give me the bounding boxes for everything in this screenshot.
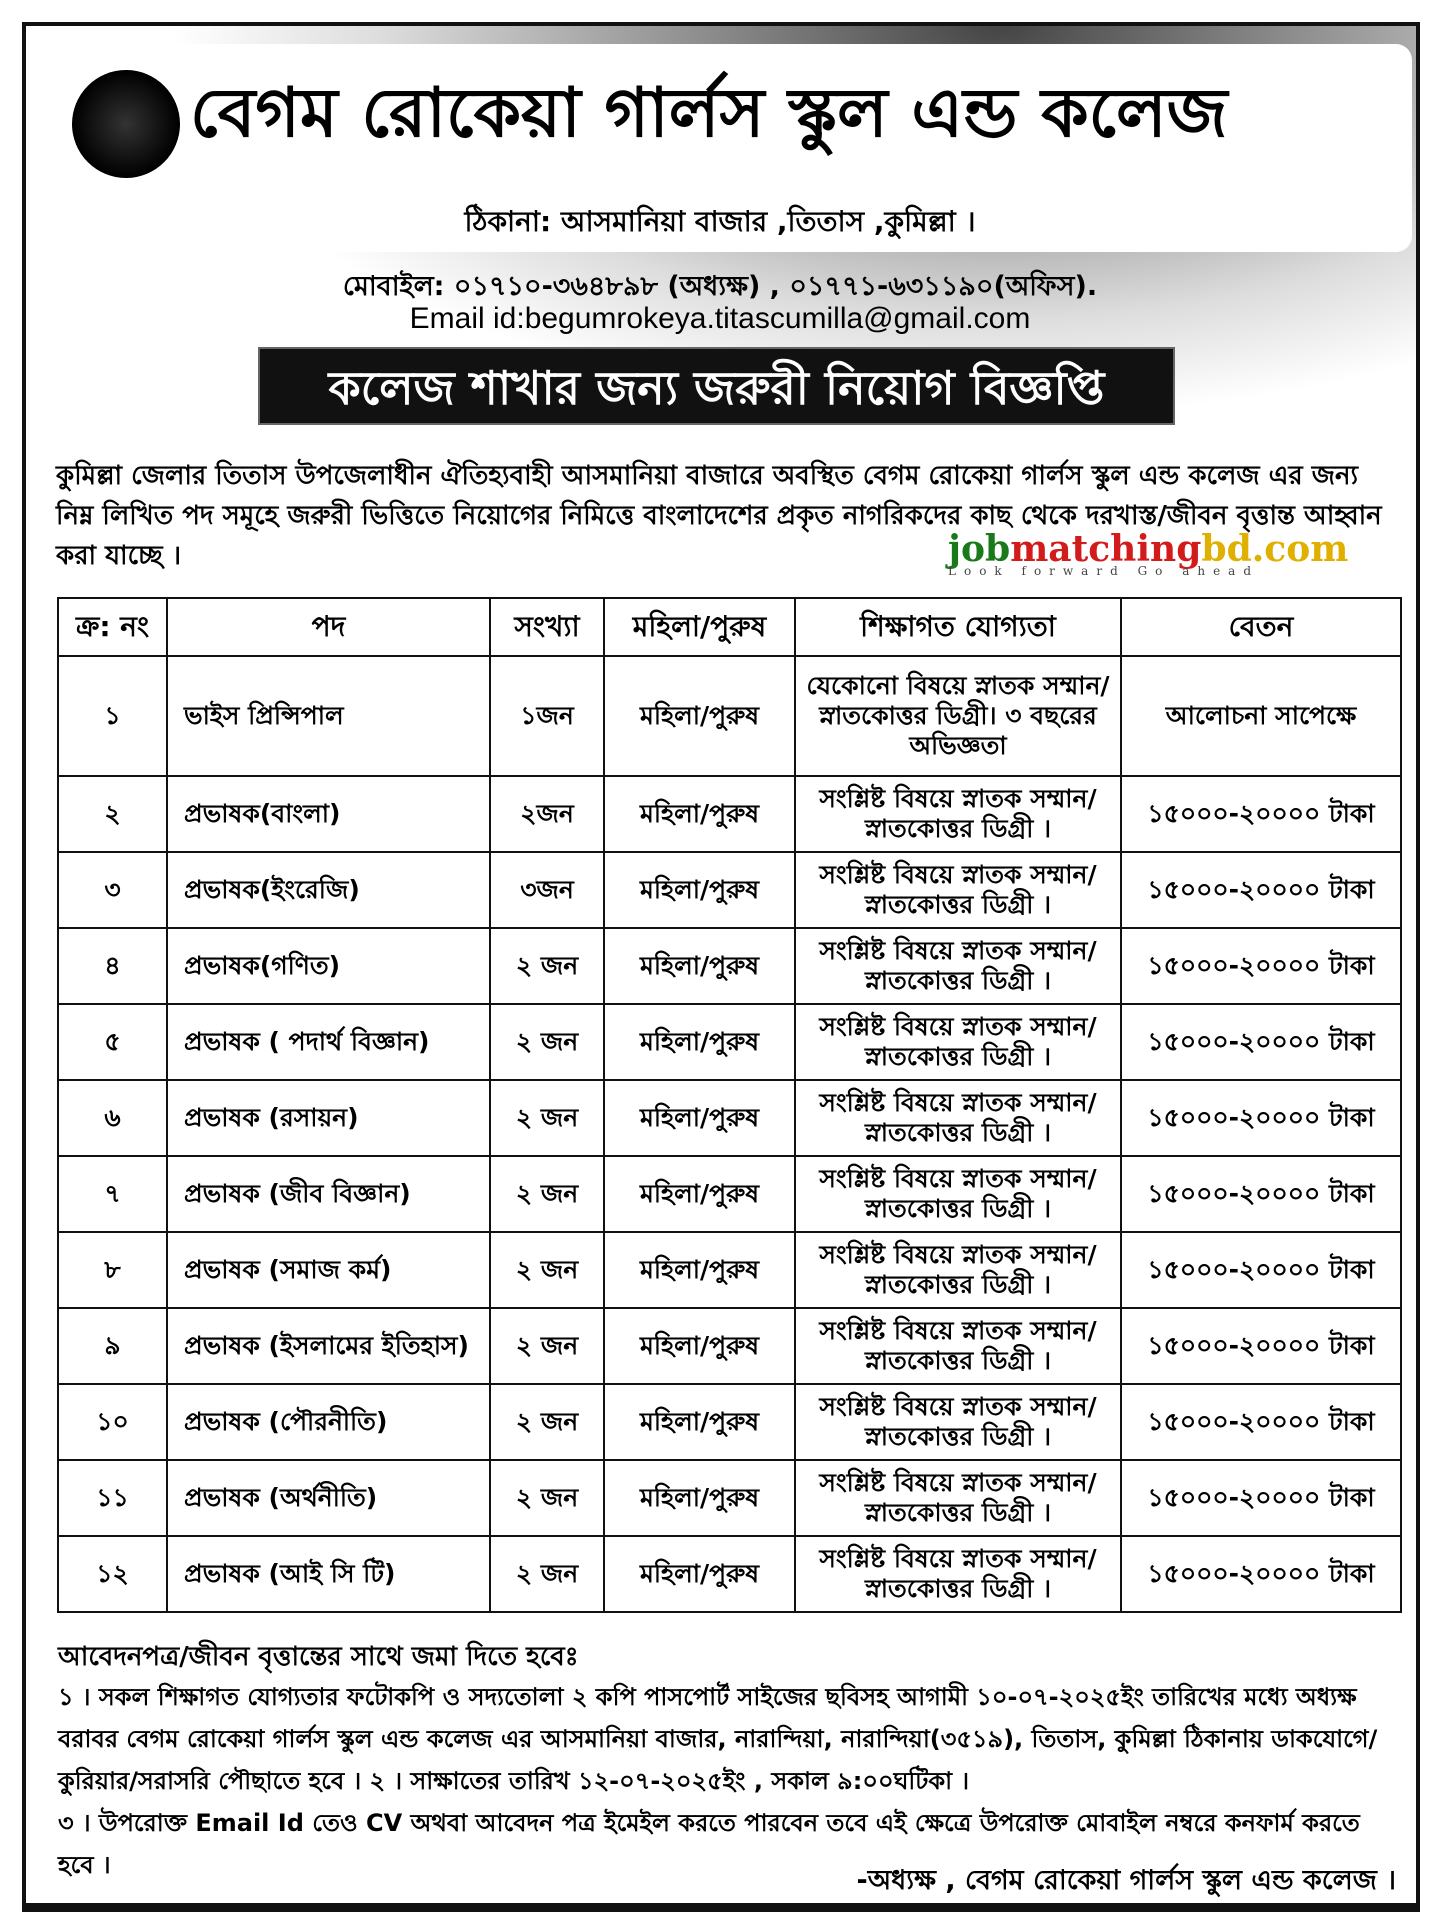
email-address: Email id:begumrokeya.titascumilla@gmail.com bbox=[409, 302, 1031, 335]
cell-post: প্রভাষক (ইসলামের ইতিহাস) bbox=[167, 1308, 490, 1384]
table-row bbox=[58, 1308, 1401, 1384]
instruction-3: ৩ । উপরোক্ত Email Id তেও CV অথবা আবেদন পত্র ইমেইল করতে পারবেন তবে এই ক্ষেত্রে উপরোক্ত মোবাইল নম্বরে কনফার্ম করতে হবে । bbox=[58, 1809, 1360, 1879]
cell-qual: সংশ্লিষ্ট বিষয়ে স্নাতক সম্মান/ স্নাতকোত্তর ডিগ্রী । bbox=[795, 1004, 1121, 1080]
cell-qual: সংশ্লিষ্ট বিষয়ে স্নাতক সম্মান/ স্নাতকোত্তর ডিগ্রী । bbox=[795, 1080, 1121, 1156]
cell-post: প্রভাষক (পৌরনীতি) bbox=[167, 1384, 490, 1460]
cell-qual: সংশ্লিষ্ট বিষয়ে স্নাতক সম্মান/ স্নাতকোত্তর ডিগ্রী । bbox=[795, 852, 1121, 928]
cell-post: প্রভাষক (সমাজ কর্ম) bbox=[167, 1232, 490, 1308]
cell-no: ২ bbox=[58, 776, 167, 852]
cell-count: ২ জন bbox=[490, 1004, 604, 1080]
cell-salary: ১৫০০০-২০০০০ টাকা bbox=[1121, 1308, 1401, 1384]
cell-gender: মহিলা/পুরুষ bbox=[604, 1004, 795, 1080]
cell-qual: সংশ্লিষ্ট বিষয়ে স্নাতক সম্মান/ স্নাতকোত্তর ডিগ্রী । bbox=[795, 1232, 1121, 1308]
table-row bbox=[58, 1080, 1401, 1156]
cell-no: ৩ bbox=[58, 852, 167, 928]
cell-count: ৩জন bbox=[490, 852, 604, 928]
cell-salary: ১৫০০০-২০০০০ টাকা bbox=[1121, 1232, 1401, 1308]
cell-count: ২ জন bbox=[490, 1460, 604, 1536]
cell-gender: মহিলা/পুরুষ bbox=[604, 928, 795, 1004]
column-header: মহিলা/পুরুষ bbox=[604, 598, 795, 656]
cell-count: ২জন bbox=[490, 776, 604, 852]
cell-no: ৮ bbox=[58, 1232, 167, 1308]
school-logo-icon bbox=[72, 70, 180, 178]
cell-no: ১১ bbox=[58, 1460, 167, 1536]
column-header: পদ bbox=[167, 598, 490, 656]
table-row bbox=[58, 776, 1401, 852]
mobile-numbers: মোবাইল: ০১৭১০-৩৬৪৮৯৮ (অধ্যক্ষ) , ০১৭৭১-৬৩১১৯০(অফিস). bbox=[342, 271, 1098, 302]
cell-salary: ১৫০০০-২০০০০ টাকা bbox=[1121, 1080, 1401, 1156]
cell-qual: সংশ্লিষ্ট বিষয়ে স্নাতক সম্মান/ স্নাতকোত্তর ডিগ্রী । bbox=[795, 1536, 1121, 1612]
vacancy-table bbox=[57, 597, 1402, 1613]
cell-salary: আলোচনা সাপেক্ষে bbox=[1121, 656, 1401, 776]
cell-gender: মহিলা/পুরুষ bbox=[604, 1080, 795, 1156]
notice-banner: কলেজ শাখার জন্য জরুরী নিয়োগ বিজ্ঞপ্তি bbox=[258, 347, 1175, 425]
cell-no: ৪ bbox=[58, 928, 167, 1004]
cell-no: ১০ bbox=[58, 1384, 167, 1460]
cell-post: প্রভাষক ( পদার্থ বিজ্ঞান) bbox=[167, 1004, 490, 1080]
table-row bbox=[58, 1460, 1401, 1536]
cell-gender: মহিলা/পুরুষ bbox=[604, 1156, 795, 1232]
cell-qual: সংশ্লিষ্ট বিষয়ে স্নাতক সম্মান/ স্নাতকোত্তর ডিগ্রী । bbox=[795, 1308, 1121, 1384]
cell-count: ১জন bbox=[490, 656, 604, 776]
cell-post: ভাইস প্রিন্সিপাল bbox=[167, 656, 490, 776]
cell-gender: মহিলা/পুরুষ bbox=[604, 1384, 795, 1460]
table-row bbox=[58, 1536, 1401, 1612]
watermark-logo bbox=[948, 528, 1348, 578]
watermark-part: job bbox=[948, 528, 1011, 570]
intro-paragraph: কুমিল্লা জেলার তিতাস উপজেলাধীন ঐতিহ্যবাহী আসমানিয়া বাজারে অবস্থিত বেগম রোকেয়া গার্লস স্কুল এন্ড কলেজ এর জন্য নিম্ন লিখিত পদ সমূহে জরুরী ভিত্তিতে নিয়োগের নিমিত্তে বাংলাদেশের প্রকৃত নাগরিকদের কাছ থেকে দরখাস্ত/জীবন বৃত্তান্ত আহ্বান করা যাচ্ছে । bbox=[56, 461, 1382, 571]
cell-count: ২ জন bbox=[490, 1080, 604, 1156]
cell-salary: ১৫০০০-২০০০০ টাকা bbox=[1121, 1004, 1401, 1080]
cell-gender: মহিলা/পুরুষ bbox=[604, 1308, 795, 1384]
cell-post: প্রভাষক(ইংরেজি) bbox=[167, 852, 490, 928]
table-row bbox=[58, 656, 1401, 776]
cell-qual: সংশ্লিষ্ট বিষয়ে স্নাতক সম্মান/ স্নাতকোত্তর ডিগ্রী । bbox=[795, 1384, 1121, 1460]
column-header: ক্র: নং bbox=[58, 598, 167, 656]
cell-count: ২ জন bbox=[490, 1536, 604, 1612]
table-row bbox=[58, 1384, 1401, 1460]
signature: -অধ্যক্ষ , বেগম রোকেয়া গার্লস স্কুল এন্ড কলেজ । bbox=[856, 1865, 1396, 1896]
cell-no: ৫ bbox=[58, 1004, 167, 1080]
cell-salary: ১৫০০০-২০০০০ টাকা bbox=[1121, 1156, 1401, 1232]
cell-gender: মহিলা/পুরুষ bbox=[604, 852, 795, 928]
cell-salary: ১৫০০০-২০০০০ টাকা bbox=[1121, 1536, 1401, 1612]
table-row bbox=[58, 928, 1401, 1004]
cell-qual: সংশ্লিষ্ট বিষয়ে স্নাতক সম্মান/ স্নাতকোত্তর ডিগ্রী । bbox=[795, 928, 1121, 1004]
watermark-part: bd.com bbox=[1201, 528, 1349, 570]
cell-count: ২ জন bbox=[490, 1156, 604, 1232]
column-header: শিক্ষাগত যোগ্যতা bbox=[795, 598, 1121, 656]
watermark-tagline: Look forward Go ahead bbox=[948, 564, 1260, 578]
cell-no: ৯ bbox=[58, 1308, 167, 1384]
cell-post: প্রভাষক (আই সি টি) bbox=[167, 1536, 490, 1612]
cell-qual: যেকোনো বিষয়ে স্নাতক সম্মান/ স্নাতকোত্তর ডিগ্রী। ৩ বছরের অভিজ্ঞতা bbox=[795, 656, 1121, 776]
cell-gender: মহিলা/পুরুষ bbox=[604, 656, 795, 776]
column-header: বেতন bbox=[1121, 598, 1401, 656]
cell-salary: ১৫০০০-২০০০০ টাকা bbox=[1121, 1460, 1401, 1536]
table-row bbox=[58, 1232, 1401, 1308]
address: ঠিকানা: আসমানিয়া বাজার ,তিতাস ,কুমিল্লা । bbox=[464, 205, 976, 238]
cell-salary: ১৫০০০-২০০০০ টাকা bbox=[1121, 776, 1401, 852]
watermark-part: matching bbox=[1010, 528, 1202, 570]
table-row bbox=[58, 1004, 1401, 1080]
cell-gender: মহিলা/পুরুষ bbox=[604, 776, 795, 852]
cell-qual: সংশ্লিষ্ট বিষয়ে স্নাতক সম্মান/ স্নাতকোত্তর ডিগ্রী । bbox=[795, 776, 1121, 852]
footer-instructions bbox=[58, 1676, 1398, 1886]
cell-gender: মহিলা/পুরুষ bbox=[604, 1460, 795, 1536]
cell-post: প্রভাষক(বাংলা) bbox=[167, 776, 490, 852]
cell-qual: সংশ্লিষ্ট বিষয়ে স্নাতক সম্মান/ স্নাতকোত্তর ডিগ্রী । bbox=[795, 1460, 1121, 1536]
footer-title: আবেদনপত্র/জীবন বৃত্তান্তের সাথে জমা দিতে হবেঃ bbox=[58, 1642, 579, 1672]
cell-gender: মহিলা/পুরুষ bbox=[604, 1232, 795, 1308]
column-header: সংখ্যা bbox=[490, 598, 604, 656]
cell-gender: মহিলা/পুরুষ bbox=[604, 1536, 795, 1612]
cell-salary: ১৫০০০-২০০০০ টাকা bbox=[1121, 852, 1401, 928]
cell-no: ৭ bbox=[58, 1156, 167, 1232]
cell-post: প্রভাষক (রসায়ন) bbox=[167, 1080, 490, 1156]
cell-count: ২ জন bbox=[490, 1232, 604, 1308]
cell-qual: সংশ্লিষ্ট বিষয়ে স্নাতক সম্মান/ স্নাতকোত্তর ডিগ্রী । bbox=[795, 1156, 1121, 1232]
cell-no: ৬ bbox=[58, 1080, 167, 1156]
cell-salary: ১৫০০০-২০০০০ টাকা bbox=[1121, 1384, 1401, 1460]
cell-count: ২ জন bbox=[490, 1384, 604, 1460]
cell-no: ১২ bbox=[58, 1536, 167, 1612]
cell-count: ২ জন bbox=[490, 928, 604, 1004]
cell-post: প্রভাষক (অর্থনীতি) bbox=[167, 1460, 490, 1536]
cell-salary: ১৫০০০-২০০০০ টাকা bbox=[1121, 928, 1401, 1004]
cell-no: ১ bbox=[58, 656, 167, 776]
cell-count: ২ জন bbox=[490, 1308, 604, 1384]
school-title: বেগম রোকেয়া গার্লস স্কুল এন্ড কলেজ bbox=[190, 74, 1228, 153]
table-row bbox=[58, 1156, 1401, 1232]
cell-post: প্রভাষক (জীব বিজ্ঞান) bbox=[167, 1156, 490, 1232]
table-row bbox=[58, 852, 1401, 928]
cell-post: প্রভাষক(গণিত) bbox=[167, 928, 490, 1004]
instruction-1: ১ । সকল শিক্ষাগত যোগ্যতার ফটোকপি ও সদ্যতোলা ২ কপি পাসপোর্ট সাইজের ছবিসহ আগামী ১০-০৭-২০২৫ইং তারিখের মধ্যে অধ্যক্ষ বরাবর বেগম রোকেয়া গার্লস স্কুল এন্ড কলেজ এর আসমানিয়া বাজার, নারান্দিয়া, নারান্দিয়া(৩৫১৯), তিতাস, কুমিল্লা ঠিকানায় ডাকযোগে/কুরিয়ার/সরাসরি পৌছাতে হবে । ২ । সাক্ষাতের তারিখ ১২-০৭-২০২৫ইং , সকাল ৯:০০ঘটিকা । bbox=[58, 1683, 1378, 1795]
